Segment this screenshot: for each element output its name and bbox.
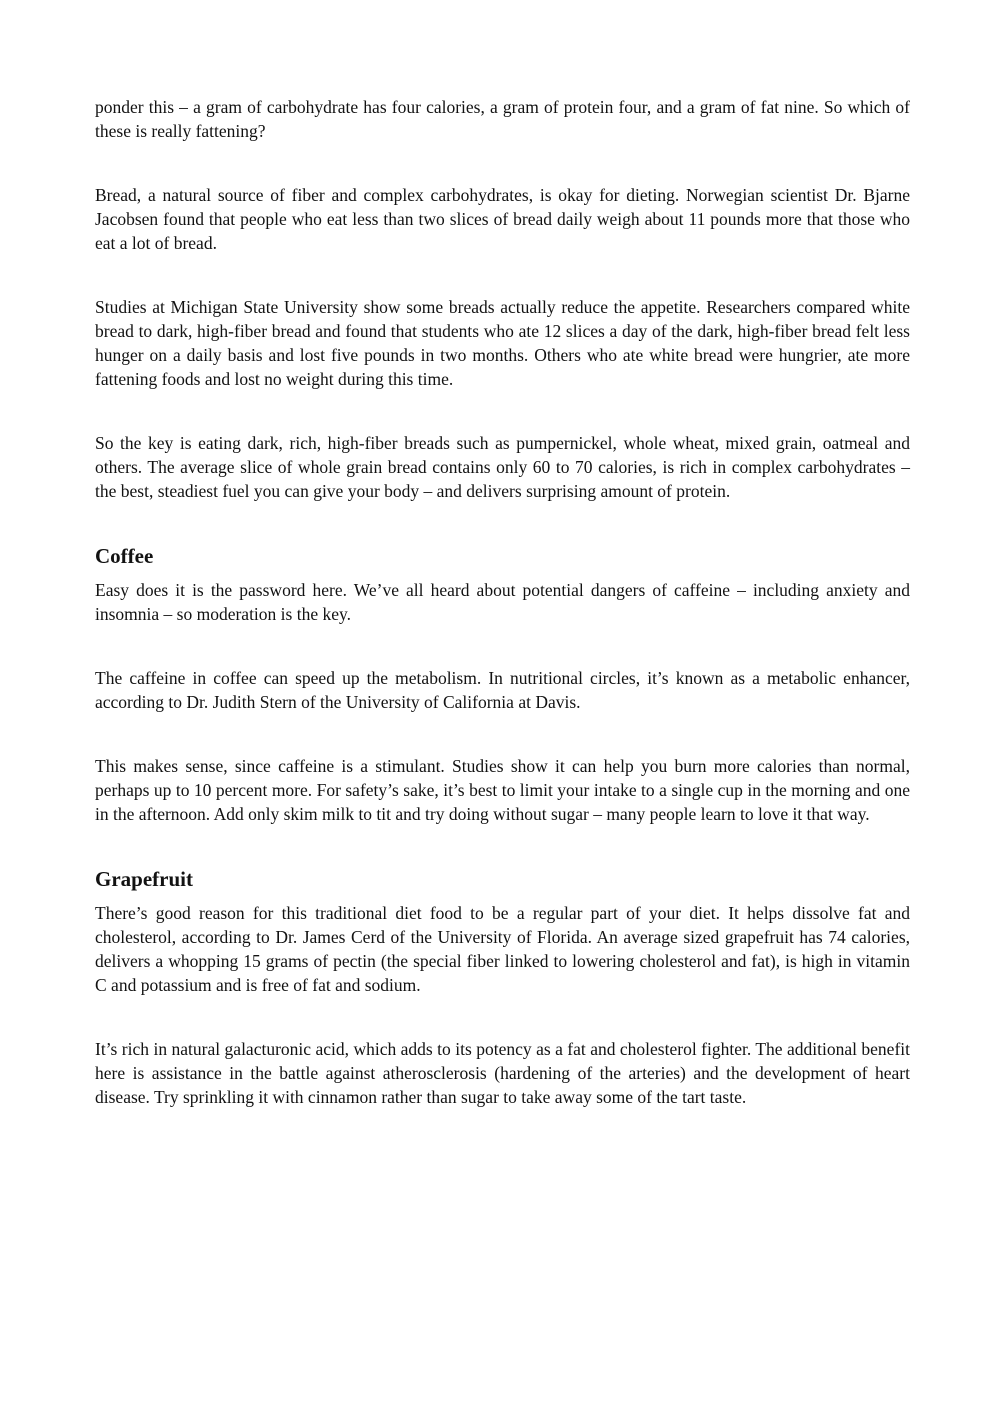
paragraph-michigan-study: Studies at Michigan State University show some breads actually reduce the appetite. Researchers compared white bread to dark, high-fiber bread and found that students who ate 12 slices a day of the dark, high-fiber bread felt less hunger on a daily basis and lost five pounds in two months. Others who ate white bread were hungrier, ate more fattening foods and lost no weight during this time. <box>95 296 910 389</box>
paragraph-caffeine-metabolism: The caffeine in coffee can speed up the metabolism. In nutritional circles, it’s known as a metabolic enhancer, according to Dr. Judith Stern of the University of California at Davis. <box>95 667 910 712</box>
paragraph-caffeine-stimulant: This makes sense, since caffeine is a stimulant. Studies show it can help you burn more calories than normal, perhaps up to 10 percent more. For safety’s sake, it’s best to limit your intake to a single cup in the morning and one in the afternoon. Add only skim milk to tit and try doing without sugar – many people learn to love it that way. <box>95 755 910 824</box>
paragraph-calories-intro: ponder this – a gram of carbohydrate has four calories, a gram of protein four, and a gram of fat nine. So which of these is really fattening? <box>95 97 910 141</box>
paragraph-coffee-moderation: Easy does it is the password here. We’ve all heard about potential dangers of caffeine – including anxiety and insomnia – so moderation is the key. <box>95 579 910 624</box>
section-heading-coffee: Coffee <box>95 543 154 568</box>
paragraph-galacturonic-acid: It’s rich in natural galacturonic acid, which adds to its potency as a fat and cholesterol fighter. The additional benefit here is assistance in the battle against atherosclerosis (hardening of the arteries) and the development of heart disease. Try sprinkling it with cinnamon rather than sugar to take away some of the tart taste. <box>95 1038 910 1107</box>
paragraph-whole-grain-key: So the key is eating dark, rich, high-fiber breads such as pumpernickel, whole wheat, mixed grain, oatmeal and others. The average slice of whole grain bread contains only 60 to 70 calories, is rich in complex carbohydrates – the best, steadiest fuel you can give your body – and delivers surprising amount of protein. <box>95 432 910 501</box>
section-heading-grapefruit: Grapefruit <box>95 866 193 891</box>
paragraph-bread-dieting: Bread, a natural source of fiber and complex carbohydrates, is okay for dieting. Norwegian scientist Dr. Bjarne Jacobsen found that people who eat less than two slices of bread daily weigh about 11 pounds more that those who eat a lot of bread. <box>95 184 910 253</box>
document-body <box>95 96 910 1110</box>
paragraph-grapefruit-benefits: There’s good reason for this traditional diet food to be a regular part of your diet. It helps dissolve fat and cholesterol, according to Dr. James Cerd of the University of Florida. An average sized grapefruit has 74 calories, delivers a whopping 15 grams of pectin (the special fiber linked to lowering cholesterol and fat), is high in vitamin C and potassium and is free of fat and sodium. <box>95 902 910 995</box>
